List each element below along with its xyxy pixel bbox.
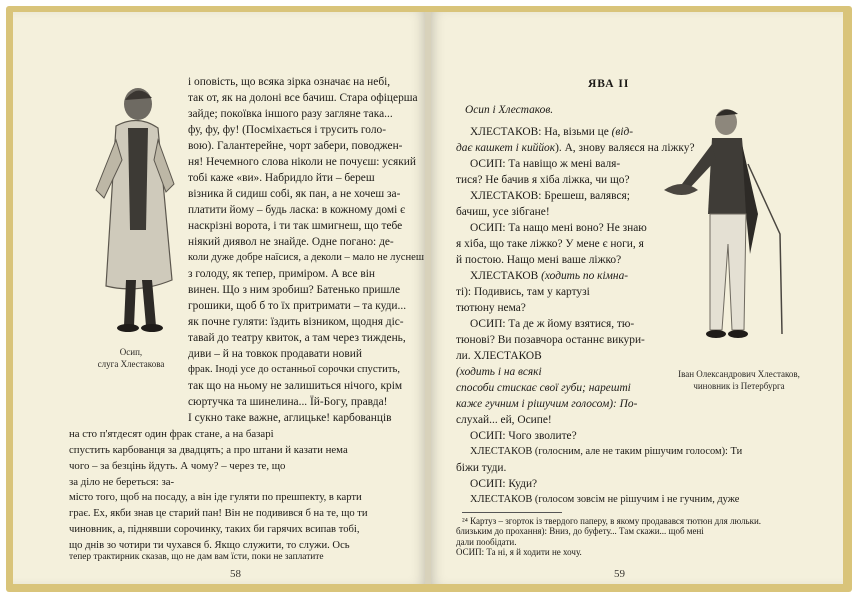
text-line: ОСИП: Та навіщо ж мені валя-	[470, 158, 621, 170]
stage-direction: способи стискає свої губи; нарешті	[456, 382, 631, 394]
text-line: чого – за безцінь йдуть. А чому? – через те, що	[69, 460, 286, 472]
text-line: чиновник, а, піднявши сорочинку, таких би гарячих всипав тобі,	[69, 524, 360, 535]
text-line: спустить карбованця за двадцять; а про штани й казати нема	[69, 444, 348, 456]
stage-direction: дає кашкет і киййок	[456, 142, 556, 154]
stage-direction: (від-	[611, 126, 634, 138]
text-line: вою). Галантерейне, чорт забери, поводжен-	[188, 140, 403, 152]
text-line: з голоду, як тепер, приміром. А все він	[188, 268, 376, 280]
text-line: тюнові? Ви позавчора останнє викури-	[456, 334, 645, 346]
footnote-rule	[462, 512, 562, 513]
text-span: ХЛЕСТАКОВ: На, візьми це	[470, 126, 612, 138]
text-line: платити йому – будь ласка: в кожному домі є	[188, 204, 405, 216]
text-line: тютюну нема?	[456, 302, 526, 314]
book-spine	[425, 12, 431, 584]
text-line: ОСИП: Куди?	[470, 478, 538, 490]
text-line: і оповість, що всяка зірка означає на небі,	[188, 76, 391, 88]
text-line: фрак. Іноді усе до останньої сорочки спустить,	[188, 364, 400, 375]
stage-direction: (ходить і на всякі	[456, 366, 542, 378]
khlestakov-caption: Іван Олександрович Хлестаков, чиновник із Петербурга	[678, 369, 800, 391]
page-number-left: 58	[230, 568, 241, 580]
text-line: що днів зо чотири ти чухався б. Якщо служити, то служи. Ось	[69, 540, 350, 551]
text-line	[240, 545, 241, 546]
text-line	[470, 124, 633, 140]
text-line: тавай до театру квиток, а там через тиждень,	[188, 332, 406, 344]
text-line: ОСИП: Чого зволите?	[470, 430, 577, 442]
text-line: так от, як на долоні все бачиш. Стара офіцерша	[188, 92, 418, 104]
right-tail-text	[456, 526, 816, 536]
text-line: ХЛЕСТАКОВ: Брешеш, валявся;	[470, 190, 630, 202]
text-line: дали пообідати.	[456, 537, 517, 547]
text-line: тися? Не бачив я хіба ліжка, чи що?	[456, 174, 630, 186]
text-line: наскрізні ворота, і ти так шмигнеш, що тебе	[188, 220, 403, 232]
text-line: сюртучка та шинелинa... Їй-Богу, правда!	[188, 396, 388, 408]
text-line: бачиш, усе зібгане!	[456, 206, 550, 218]
scene-title: ЯВА ІІ	[588, 78, 630, 90]
text-line: винен. Що з ним зробиш? Батенько пришле	[188, 284, 401, 296]
text-line	[456, 380, 631, 396]
text-line: близьким до прохання): Вниз, до буфету... Там скажи... щоб мені	[456, 526, 704, 536]
text-line: коли дуже добре наїсися, а деколи – мало не луснеш	[188, 252, 424, 263]
text-line	[456, 396, 637, 412]
text-line	[470, 268, 628, 284]
text-line: ОСИП: Та ні, я й ходити не хочу.	[456, 547, 582, 557]
text-line: диви – й на товкок продавати новий	[188, 348, 362, 360]
text-line: як почне гуляти: їздить візником, щодня діс-	[188, 316, 404, 328]
osip-illustration	[76, 80, 186, 340]
text-line: тепер трактирник сказав, що не дам вам їсти, поки не заплатите	[69, 552, 324, 562]
text-line: фу, фу, фу! (Посміхається і трусить голо-	[188, 124, 387, 136]
text-line: ті): Подивись, там у картузі	[456, 286, 590, 298]
text-line: так що на ньому не залишиться нічого, крім	[188, 380, 403, 392]
right-tail-text-3	[456, 547, 816, 557]
text-line: ХЛЕСТАКОВ (голосом зовсім не рішучим і не гучним, дуже	[470, 494, 740, 505]
left-tail-text	[69, 552, 419, 562]
footnote: ²⁴ Картуз – згорток із твердого паперу, в якому продавався тютюн для люльки.	[462, 516, 762, 526]
text-line: ОСИП: Та де ж йому взятися, тю-	[470, 318, 635, 330]
left-tail-hidden	[240, 545, 241, 546]
stage-direction: (ходить по кімна-	[541, 270, 629, 282]
text-line: грає. Ех, якби знав це старий пан! Він не подивився б на те, що ти	[69, 508, 368, 519]
stage-direction: каже гучним і рішучим голосом): По-	[456, 398, 638, 410]
right-tail-text-2	[456, 537, 816, 547]
text-line: ХЛЕСТАКОВ (голосним, але не таким рішучим голосом): Ти	[470, 446, 743, 457]
text-line: ли. ХЛЕСТАКОВ	[456, 350, 542, 362]
text-line: грошики, щоб б то їх притримати – та куди...	[188, 300, 407, 312]
text-line: зайде; покоївка іншого разу загляне така...	[188, 108, 393, 120]
text-line: слухай... ей, Осипе!	[456, 414, 552, 426]
text-line: ОСИП: Та нащо мені воно? Не знаю	[470, 222, 647, 234]
text-line: біжи туди.	[456, 462, 507, 474]
text-line: й постою. Нащо мені ваше ліжко?	[456, 254, 622, 266]
text-line: на сто п'ятдесят один фрак стане, а на базарі	[69, 428, 274, 440]
text-span: ). А, знову валяєся на ліжку?	[555, 142, 695, 154]
text-line: І сукно таке важне, аглицьке! карбованців	[188, 412, 392, 424]
scene-persons: Осип і Хлестаков.	[465, 104, 554, 116]
text-line: тобі каже «ви». Набридло йти – береш	[188, 172, 375, 184]
text-line	[456, 364, 542, 380]
text-line: місто того, щоб на посаду, а він іде гуляти по прешпекту, в карти	[69, 492, 362, 503]
text-line: візника й сидиш собі, як пан, а не хочеш за-	[188, 188, 401, 200]
text-line	[456, 140, 695, 156]
text-line: ніякий диявол не знайде. Одне погано: де-	[188, 236, 394, 248]
text-line: я хіба, що таке ліжко? У мене є ноги, я	[456, 238, 644, 250]
text-span: ХЛЕСТАКОВ	[470, 270, 542, 282]
osip-caption: Осип, слуга Хлестакова	[97, 347, 165, 369]
text-line: ня! Нечемного слова ніколи не почуєш: усякий	[188, 156, 416, 168]
text-line: за діло не береться: за-	[69, 476, 175, 488]
page-number-right: 59	[614, 568, 625, 580]
